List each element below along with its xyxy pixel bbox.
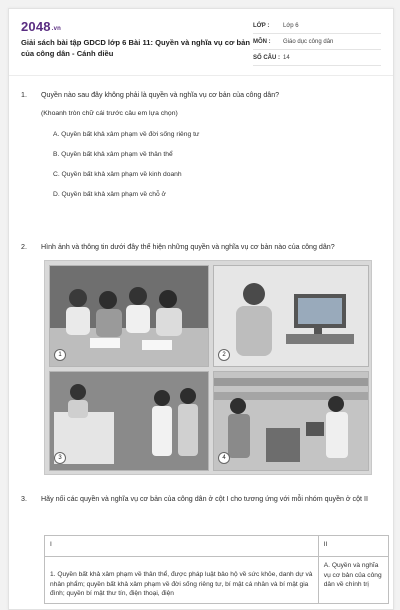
panel-number: 2 (218, 349, 230, 361)
illustration-panel-shop (213, 371, 369, 471)
question-number: 3. (21, 495, 27, 503)
question-3 (21, 494, 381, 516)
computer-illustration (214, 266, 368, 366)
meta-key: LỚP : (253, 22, 270, 29)
document-header (9, 9, 393, 71)
panel-number: 3 (54, 452, 66, 464)
question-number: 2. (21, 243, 27, 251)
panel-number: 4 (218, 452, 230, 464)
illustration-grid (44, 260, 372, 475)
question-1 (21, 90, 381, 202)
logo-suffix: .vn (51, 26, 62, 32)
option-b[interactable]: B. Quyền bất khả xâm phạm về thân thể (53, 151, 173, 158)
meta-row-question-count (253, 50, 381, 66)
document-page (8, 8, 394, 610)
header-divider (9, 75, 393, 76)
option-c[interactable]: C. Quyền bất khả xâm phạm về kinh doanh (53, 171, 182, 178)
table-cell-col-i: 1. Quyền bất khả xâm phạm về thân thể, được pháp luật bảo hộ về sức khỏe, danh dự và nhân phẩm; quyền bất khả xâm phạm về đời sống riêng tư, bí mật cá nhân và bí mật gia đình; quyền bí mật thư tín, điện thoại, điện (45, 557, 319, 604)
site-logo[interactable] (21, 19, 61, 34)
column-header-ii: II (318, 536, 388, 557)
meta-value: 14 (283, 54, 290, 61)
people-illustration (50, 372, 208, 470)
option-a[interactable]: A. Quyền bất khả xâm phạm về đời sống riêng tư (53, 131, 200, 138)
question-text: Quyền nào sau đây không phải là quyền và nghĩa vụ cơ bản của công dân? (41, 91, 280, 99)
table-row (45, 557, 389, 604)
document-title: Giải sách bài tập GDCD lớp 6 Bài 11: Quyền và nghĩa vụ cơ bản của công dân - Cánh diều (21, 38, 250, 58)
illustration-panel-computer (213, 265, 369, 367)
meta-key: SỐ CÂU : (253, 54, 280, 61)
table-cell-col-ii: A. Quyền và nghĩa vụ cơ bản của công dân về chính trị (318, 557, 388, 604)
table-header-row (45, 536, 389, 557)
option-d[interactable]: D. Quyền bất khả xâm phạm về chỗ ở (53, 191, 166, 198)
meta-value: Giáo dục công dân (283, 38, 334, 45)
meta-row-class (253, 18, 381, 34)
illustration-panel-students (49, 265, 209, 367)
question-text: Hãy nối các quyền và nghĩa vụ cơ bản của công dân ở cột I cho tương ứng với mỗi nhóm quyền ở cột II (41, 495, 368, 503)
matching-table (44, 535, 389, 604)
question-text: Hình ảnh và thông tin dưới đây thể hiện những quyền và nghĩa vụ cơ bản nào của công dân? (41, 243, 335, 251)
question-number: 1. (21, 91, 27, 99)
question-instruction: (Khoanh tròn chữ cái trước câu em lựa chọn) (41, 110, 178, 117)
panel-number: 1 (54, 349, 66, 361)
question-2 (21, 242, 381, 254)
students-illustration (50, 266, 208, 366)
illustration-panel-people (49, 371, 209, 471)
document-meta (253, 18, 381, 66)
meta-key: MÔN : (253, 38, 271, 45)
shop-illustration (214, 372, 368, 470)
column-header-i: I (45, 536, 319, 557)
meta-value: Lớp 6 (283, 22, 299, 29)
logo-text: 2048 (21, 19, 51, 34)
meta-row-subject (253, 34, 381, 50)
